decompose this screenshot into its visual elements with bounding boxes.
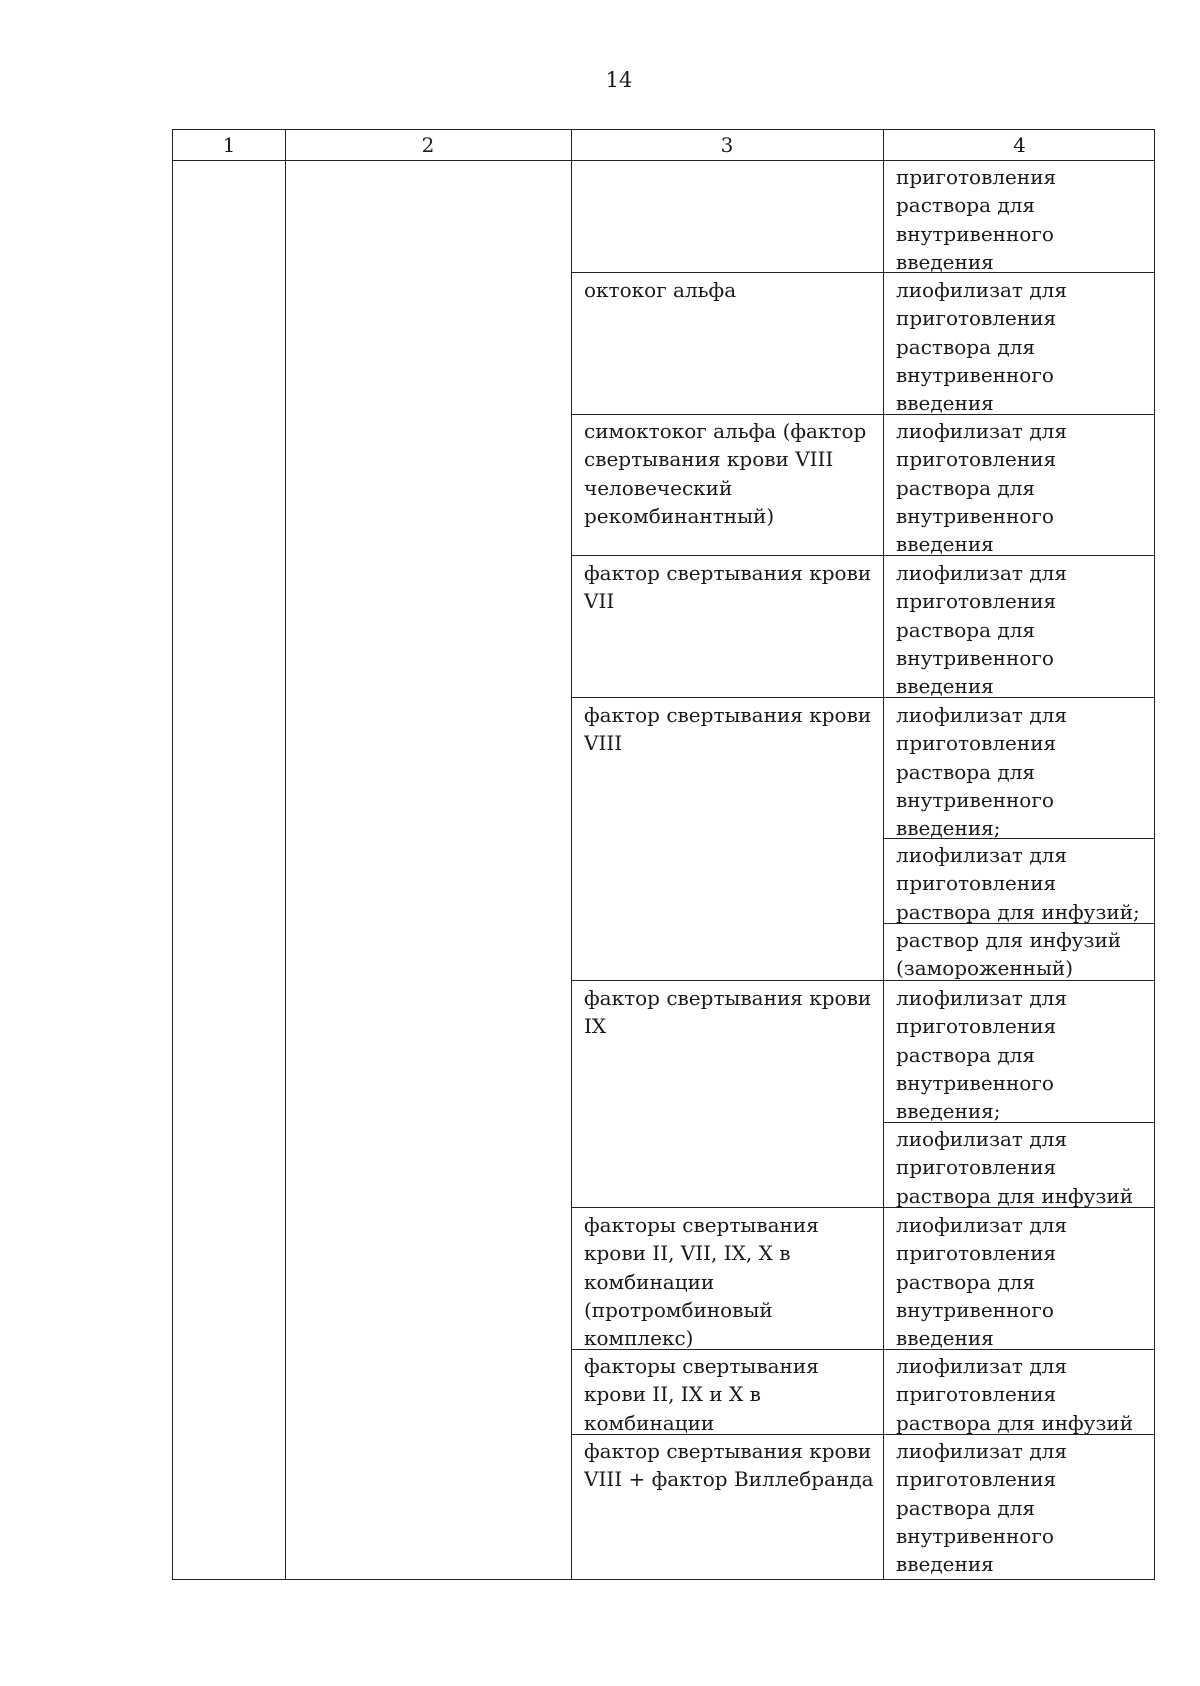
dosage-form-cell: лиофилизат для приготовления раствора для внутривенного введения	[896, 1439, 1067, 1577]
dosage-form-cell: лиофилизат для приготовления раствора для инфузий	[896, 1354, 1134, 1435]
dosage-form-cell: лиофилизат для приготовления раствора для внутривенного введения	[896, 561, 1067, 699]
header-divider	[173, 160, 1154, 161]
dosage-form-cell: лиофилизат для приготовления раствора для инфузий	[896, 1127, 1134, 1208]
dosage-form-cell: лиофилизат для приготовления раствора для инфузий;	[896, 843, 1140, 924]
medication-table	[172, 129, 1155, 1580]
header-col-2: 2	[421, 133, 435, 157]
dosage-form-cell: лиофилизат для приготовления раствора для внутривенного введения;	[896, 703, 1067, 841]
dosage-form-cell: приготовления раствора для внутривенного введения	[896, 165, 1057, 274]
drug-name-cell: факторы свертывания крови II, IX и X в комбинации	[584, 1354, 819, 1435]
header-col-3: 3	[720, 133, 734, 157]
header-col-4: 4	[1013, 133, 1026, 157]
drug-name-cell: симоктоког альфа (фактор свертывания крови VIII человеческий рекомбинантный)	[584, 419, 867, 528]
dosage-form-cell: раствор для инфузий (замороженный)	[896, 928, 1122, 981]
drug-name-cell: фактор свертывания крови VIII + фактор Виллебранда	[584, 1439, 874, 1492]
drug-name-cell: октоког альфа	[584, 278, 737, 302]
dosage-form-cell: лиофилизат для приготовления раствора для внутривенного введения	[896, 278, 1067, 416]
column-divider	[285, 130, 286, 1579]
page-number: 14	[605, 68, 633, 92]
dosage-form-cell: лиофилизат для приготовления раствора для внутривенного введения	[896, 1213, 1067, 1351]
dosage-form-cell: лиофилизат для приготовления раствора для внутривенного введения	[896, 419, 1067, 557]
dosage-form-cell: лиофилизат для приготовления раствора для внутривенного введения;	[896, 986, 1067, 1124]
header-col-1: 1	[222, 133, 236, 157]
column-divider	[571, 130, 572, 1579]
drug-name-cell: факторы свертывания крови II, VII, IX, X в комбинации (протромбиновый комплекс)	[584, 1213, 819, 1351]
drug-name-cell: фактор свертывания крови IX	[584, 986, 872, 1039]
drug-name-cell: фактор свертывания крови VIII	[584, 703, 872, 756]
drug-name-cell: фактор свертывания крови VII	[584, 561, 872, 614]
